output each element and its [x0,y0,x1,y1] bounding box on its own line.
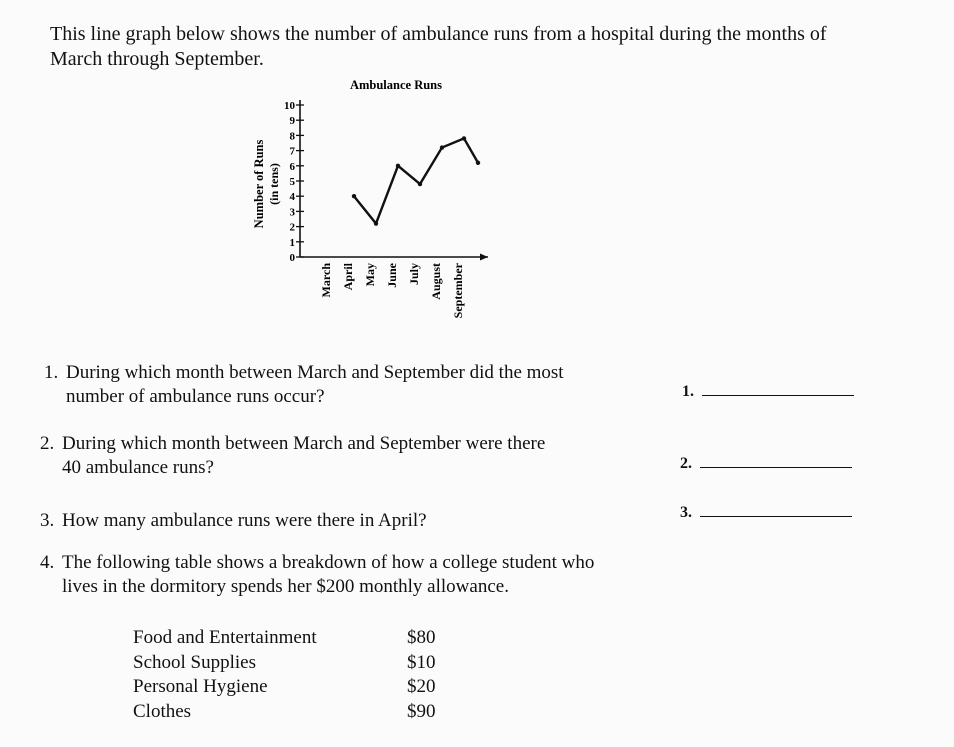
table-row [133,675,453,700]
series-line [354,138,478,223]
series-point [352,194,356,198]
question-1 [44,361,564,409]
x-tick-label: April [341,263,355,291]
y-tick-label: 10 [284,100,295,112]
x-ticks [319,262,465,318]
budget-amount: $20 [407,676,436,697]
answer-1-label: 1. [682,383,694,400]
question-2-line-2: 40 ambulance runs? [62,457,214,478]
budget-amount: $10 [407,651,436,673]
question-1-line-1: During which month between March and September did the most [66,362,564,383]
y-tick-label: 0 [289,252,295,264]
chart-svg [230,70,510,340]
y-tick-label: 4 [289,191,295,204]
y-tick-label: 2 [289,221,295,234]
x-tick-label: August [429,263,443,300]
series-point [476,161,480,165]
intro-text [50,22,910,72]
intro-line-2: March through September. [50,48,264,70]
budget-table [133,626,453,724]
series-group [352,136,480,226]
table-row [133,651,453,676]
y-tick-label: 3 [289,206,295,219]
y-axis-label: Number of Runs [252,139,266,229]
budget-category: School Supplies [133,651,256,673]
question-3-number: 3. [40,510,55,531]
question-1-line-2: number of ambulance runs occur? [66,386,325,407]
budget-amount: $80 [407,627,436,648]
answer-2-label: 2. [680,455,692,472]
x-tick-label: March [319,263,333,298]
question-1-number: 1. [44,362,59,383]
question-2-line-1: During which month between March and September were there [62,433,546,454]
question-3 [40,509,427,533]
answer-3-blank[interactable] [700,512,852,517]
question-4-line-2: lives in the dormitory spends her $200 monthly allowance. [62,576,509,597]
table-row [133,700,453,725]
y-ticks [284,100,304,264]
question-4-number: 4. [40,552,55,573]
y-tick-label: 6 [289,160,295,173]
y-tick-label: 8 [289,130,295,143]
y-tick-label: 9 [289,115,295,128]
x-axis-arrowhead [480,254,488,261]
answer-3 [680,504,852,522]
x-tick-label: June [385,263,399,288]
ambulance-line-chart [230,70,510,345]
question-4 [40,551,594,599]
chart-axes [300,100,488,261]
series-point [440,145,444,149]
answer-1-blank[interactable] [702,391,854,396]
question-2-number: 2. [40,433,55,454]
y-tick-label: 7 [289,145,295,158]
series-point [396,164,400,168]
x-tick-label: May [363,263,377,287]
series-point [418,182,422,186]
y-tick-label: 1 [289,236,295,249]
table-row [133,626,453,651]
question-2 [40,432,545,480]
series-point [462,136,466,140]
y-axis-sublabel: (in tens) [267,163,281,205]
chart-title: Ambulance Runs [349,78,443,92]
answer-2 [680,455,852,473]
answer-3-label: 3. [680,504,692,521]
answer-2-blank[interactable] [700,463,852,468]
budget-category: Clothes [133,700,192,722]
x-tick-label: July [407,263,421,286]
question-4-line-1: The following table shows a breakdown of how a college student who [62,552,595,573]
answer-1 [682,383,854,401]
x-tick-label: September [451,263,465,319]
y-tick-label: 5 [289,176,295,188]
series-point [374,221,378,225]
intro-line-1: This line graph below shows the number of ambulance runs from a hospital during the months of [50,23,827,45]
budget-category: Personal Hygiene [133,676,268,697]
budget-amount: $90 [407,700,436,722]
budget-category: Food and Entertainment [133,627,317,648]
question-3-line-1: How many ambulance runs were there in April? [62,510,427,531]
